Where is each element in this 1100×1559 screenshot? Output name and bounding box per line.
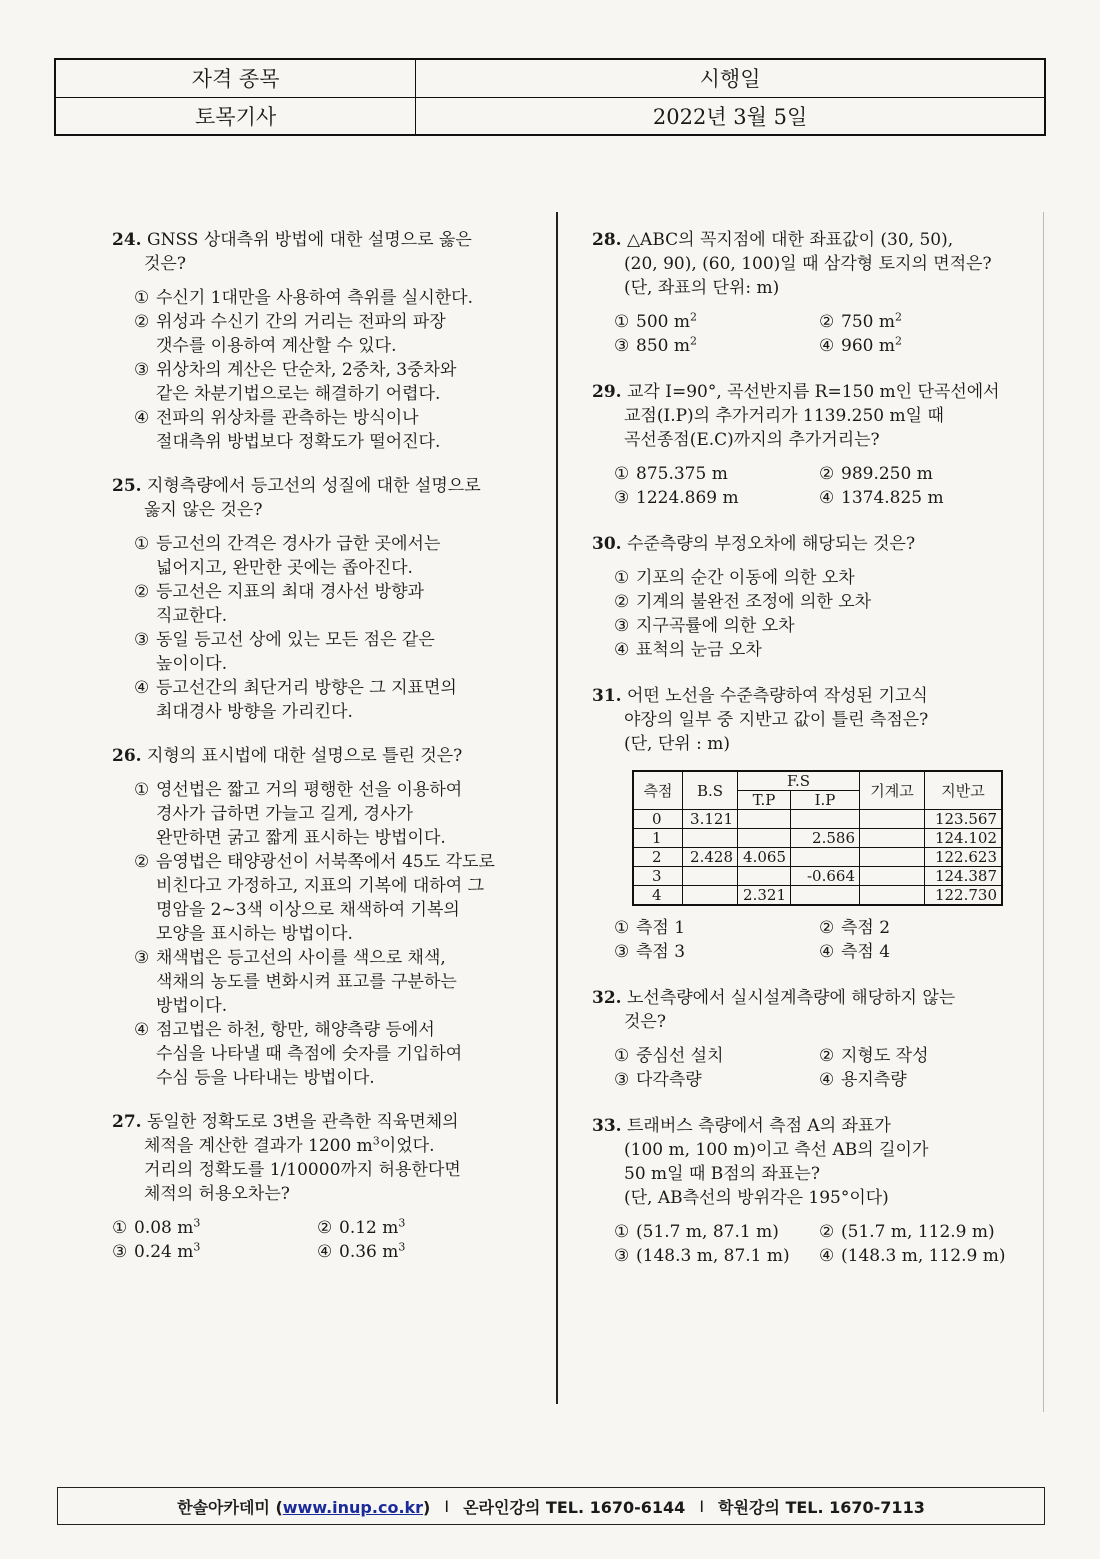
option-text: 위성과 수신기 간의 거리는 전파의 파장 <box>156 312 446 332</box>
table-cell-ih <box>860 848 925 867</box>
option-marker: ① <box>614 1222 630 1242</box>
answer-options <box>614 566 1032 662</box>
table-cell-tp <box>738 810 791 829</box>
option-marker: ③ <box>134 360 150 380</box>
answer-options <box>614 916 1032 964</box>
table-cell-bs: 3.121 <box>683 810 738 829</box>
question-line <box>112 474 542 498</box>
option-marker: ② <box>819 464 835 484</box>
option-1[interactable] <box>134 286 542 310</box>
option-marker: ① <box>614 918 630 938</box>
table-cell-tp: 4.065 <box>738 848 791 867</box>
option-marker: ① <box>614 312 630 332</box>
table-header: I.P <box>791 791 860 810</box>
table-cell-ih <box>860 810 925 829</box>
option-text: 수신기 1대만을 사용하여 측위를 실시한다. <box>156 288 474 308</box>
table-header: 기계고 <box>860 771 925 810</box>
option-text: 989.250 m <box>841 464 933 484</box>
question-27 <box>112 1110 542 1264</box>
option-2[interactable] <box>819 462 1024 486</box>
table-cell-ip: -0.664 <box>791 867 860 886</box>
question-text: GNSS 상대측위 방법에 대한 설명으로 옳은 <box>146 230 472 250</box>
option-4[interactable] <box>317 1240 522 1264</box>
table-cell-pt: 0 <box>633 810 683 829</box>
option-marker: ④ <box>317 1242 333 1262</box>
option-text-continued: 색채의 농도를 변화시켜 표고를 구분하는 <box>156 972 457 992</box>
option-text: 875.375 m <box>636 464 728 484</box>
option-2[interactable] <box>819 310 1024 334</box>
question-text: △ABC의 꼭지점에 대한 좌표값이 (30, 50), <box>626 230 954 250</box>
question-line <box>112 744 542 768</box>
question-number: 30. <box>592 534 622 554</box>
question-text: 교점(I.P)의 추가거리가 1139.250 m일 때 <box>624 406 944 426</box>
table-cell-ih <box>860 886 925 906</box>
option-marker: ④ <box>134 1020 150 1040</box>
question-number: 29. <box>592 382 622 402</box>
option-text-continued: 방법이다. <box>156 996 228 1016</box>
option-marker: ④ <box>819 1070 835 1090</box>
option-marker: ④ <box>134 678 150 698</box>
question-text: 곡선종점(E.C)까지의 추가거리는? <box>624 430 880 450</box>
option-text: 0.12 m <box>339 1218 399 1238</box>
table-cell-ip <box>791 810 860 829</box>
header-value-date: 2022년 3월 5일 <box>416 97 1045 135</box>
question-text: (단, AB측선의 방위각은 195°이다) <box>624 1188 889 1208</box>
answer-options <box>134 532 542 724</box>
option-text: 960 m <box>841 336 895 356</box>
option-marker: ① <box>112 1218 128 1238</box>
option-marker: ④ <box>819 488 835 508</box>
option-text: 지구곡률에 의한 오차 <box>636 616 795 636</box>
option-2[interactable] <box>134 850 542 874</box>
question-25 <box>112 474 542 724</box>
table-header: 지반고 <box>925 771 1003 810</box>
option-text-continued: 절대측위 방법보다 정확도가 떨어진다. <box>156 432 441 452</box>
question-number: 25. <box>112 476 142 496</box>
option-3[interactable] <box>134 628 542 652</box>
table-row <box>633 848 1002 867</box>
table-cell-tp <box>738 829 791 848</box>
question-30 <box>592 532 1032 662</box>
question-text: 옳지 않은 것은? <box>144 500 263 520</box>
option-marker: ① <box>134 288 150 308</box>
footer-bar <box>57 1487 1045 1525</box>
table-cell-gh: 124.102 <box>925 829 1003 848</box>
question-number: 33. <box>592 1116 622 1136</box>
option-text-continued: 직교한다. <box>156 606 228 626</box>
question-text: 트래버스 측량에서 측점 A의 좌표가 <box>626 1116 891 1136</box>
superscript: 2 <box>894 310 902 324</box>
option-text-continued: 높이이다. <box>156 654 228 674</box>
option-3[interactable] <box>614 614 1032 638</box>
option-4[interactable] <box>134 676 542 700</box>
question-text: 수준측량의 부정오차에 해당되는 것은? <box>626 534 916 554</box>
superscript: 2 <box>689 334 697 348</box>
option-text: 등고선간의 최단거리 방향은 그 지표면의 <box>156 678 457 698</box>
option-text: 850 m <box>636 336 690 356</box>
table-cell-gh: 124.387 <box>925 867 1003 886</box>
superscript: 3 <box>398 1240 406 1254</box>
option-text: 중심선 설치 <box>636 1046 724 1066</box>
table-row <box>633 829 1002 848</box>
option-text: 용지측량 <box>841 1070 907 1090</box>
question-29 <box>592 380 1032 510</box>
table-cell-gh: 122.623 <box>925 848 1003 867</box>
footer-separator: I <box>444 1496 450 1516</box>
question-number: 32. <box>592 988 622 1008</box>
option-text-continued: 최대경사 방향을 가리킨다. <box>156 702 353 722</box>
question-text: (단, 단위 : m) <box>624 734 730 754</box>
option-marker: ② <box>819 1222 835 1242</box>
footer-separator: I <box>699 1496 705 1516</box>
option-text: (51.7 m, 112.9 m) <box>841 1222 995 1242</box>
answer-options <box>614 310 1032 358</box>
option-marker: ② <box>317 1218 333 1238</box>
question-number: 24. <box>112 230 142 250</box>
option-text: 측점 2 <box>841 918 891 938</box>
option-marker: ④ <box>819 1246 835 1266</box>
option-1[interactable] <box>614 1220 819 1244</box>
question-number: 31. <box>592 686 622 706</box>
answer-options <box>614 1220 1032 1268</box>
option-text-continued: 완만하면 굵고 짧게 표시하는 방법이다. <box>156 828 446 848</box>
option-3[interactable] <box>614 486 819 510</box>
option-text: 0.08 m <box>134 1218 194 1238</box>
table-header: B.S <box>683 771 738 810</box>
superscript: 3 <box>193 1216 201 1230</box>
option-text-continued: 갯수를 이용하여 계산할 수 있다. <box>156 336 397 356</box>
header-value-subject: 토목기사 <box>55 97 416 135</box>
option-2[interactable] <box>134 310 542 334</box>
table-cell-pt: 4 <box>633 886 683 906</box>
footer-offline-phone: 학원강의 TEL. 1670-7113 <box>718 1497 925 1517</box>
option-marker: ② <box>819 918 835 938</box>
footer-academy <box>177 1495 430 1518</box>
option-1[interactable] <box>134 532 542 556</box>
option-text: (148.3 m, 87.1 m) <box>636 1246 790 1266</box>
option-4[interactable] <box>819 334 1024 358</box>
option-text: 기포의 순간 이동에 의한 오차 <box>636 568 855 588</box>
question-text: (20, 90), (60, 100)일 때 삼각형 토지의 면적은? <box>624 254 992 274</box>
option-text: 전파의 위상차를 관측하는 방식이나 <box>156 408 419 428</box>
superscript: 3 <box>193 1240 201 1254</box>
option-marker: ② <box>819 1046 835 1066</box>
header-label-date: 시행일 <box>416 59 1045 97</box>
answer-options <box>134 286 542 454</box>
table-cell-pt: 2 <box>633 848 683 867</box>
table-row <box>633 867 1002 886</box>
answer-options <box>614 462 1032 510</box>
option-3[interactable] <box>134 946 542 970</box>
option-marker: ① <box>614 1046 630 1066</box>
option-text-continued: 명암을 2~3색 이상으로 채색하여 기복의 <box>156 900 460 920</box>
option-text: 0.36 m <box>339 1242 399 1262</box>
question-text: 노선측량에서 실시설계측량에 해당하지 않는 <box>626 988 956 1008</box>
question-text: (100 m, 100 m)이고 측선 AB의 길이가 <box>624 1140 929 1160</box>
question-text: 체적을 계산한 결과가 1200 m <box>144 1136 373 1156</box>
question-number: 28. <box>592 230 622 250</box>
superscript: 3 <box>398 1216 406 1230</box>
table-cell-gh: 123.567 <box>925 810 1003 829</box>
question-line <box>112 228 542 252</box>
option-3[interactable] <box>614 334 819 358</box>
option-marker: ④ <box>819 942 835 962</box>
option-1[interactable] <box>614 310 819 334</box>
option-4[interactable] <box>819 1244 1024 1268</box>
question-26 <box>112 744 542 1090</box>
question-text: 것은? <box>624 1012 666 1032</box>
option-text-continued: 비친다고 가정하고, 지표의 기복에 대하여 그 <box>156 876 485 896</box>
option-1[interactable] <box>614 916 819 940</box>
question-text: 것은? <box>144 254 186 274</box>
option-3[interactable] <box>112 1240 317 1264</box>
question-text: 50 m일 때 B점의 좌표는? <box>624 1164 820 1184</box>
option-2[interactable] <box>614 590 1032 614</box>
option-4[interactable] <box>134 1018 542 1042</box>
option-marker: ③ <box>614 616 630 636</box>
question-text: 야장의 일부 중 지반고 값이 틀린 측점은? <box>624 710 929 730</box>
option-marker: ④ <box>819 336 835 356</box>
table-cell-ip <box>791 886 860 906</box>
question-text: 거리의 정확도를 1/10000까지 허용한다면 <box>144 1160 461 1180</box>
question-24 <box>112 228 542 454</box>
option-text-continued: 수심을 나타낼 때 측점에 숫자를 기입하여 <box>156 1044 463 1064</box>
option-4[interactable] <box>819 486 1024 510</box>
option-text: 다각측량 <box>636 1070 702 1090</box>
option-text: 지형도 작성 <box>841 1046 929 1066</box>
option-text: 영선법은 짧고 거의 평행한 선을 이용하여 <box>156 780 463 800</box>
exam-info-table <box>54 58 1046 136</box>
question-32 <box>592 986 1032 1092</box>
option-2[interactable] <box>819 1044 1024 1068</box>
answer-options <box>112 1216 542 1264</box>
option-text-continued: 경사가 급하면 가늘고 길게, 경사가 <box>156 804 413 824</box>
table-cell-ih <box>860 829 925 848</box>
option-marker: ② <box>134 312 150 332</box>
option-3[interactable] <box>614 1068 819 1092</box>
option-text: 1224.869 m <box>636 488 739 508</box>
table-row <box>633 886 1002 906</box>
table-cell-bs <box>683 867 738 886</box>
superscript: 2 <box>894 334 902 348</box>
question-text: 지형의 표시법에 대한 설명으로 틀린 것은? <box>146 746 463 766</box>
option-text: 500 m <box>636 312 690 332</box>
option-text: 기계의 불완전 조정에 의한 오차 <box>636 592 872 612</box>
option-text: 750 m <box>841 312 895 332</box>
question-text: 동일한 정확도로 3변을 관측한 직육면체의 <box>146 1112 459 1132</box>
header-label-subject: 자격 종목 <box>55 59 416 97</box>
option-4[interactable] <box>614 638 1032 662</box>
option-marker: ③ <box>134 630 150 650</box>
table-cell-ip: 2.586 <box>791 829 860 848</box>
option-2[interactable] <box>317 1216 522 1240</box>
option-marker: ① <box>614 568 630 588</box>
table-header: F.S <box>738 771 860 791</box>
table-cell-bs: 2.428 <box>683 848 738 867</box>
table-header: 측점 <box>633 771 683 810</box>
page-margin-line <box>1043 212 1044 1412</box>
table-cell-bs <box>683 829 738 848</box>
table-cell-ih <box>860 867 925 886</box>
option-marker: ③ <box>614 1070 630 1090</box>
option-2[interactable] <box>819 1220 1024 1244</box>
option-marker: ③ <box>112 1242 128 1262</box>
question-number: 27. <box>112 1112 142 1132</box>
left-question-list <box>112 228 542 1090</box>
question-text: 어떤 노선을 수준측량하여 작성된 기고식 <box>626 686 928 706</box>
option-3[interactable] <box>614 940 819 964</box>
option-marker: ① <box>134 534 150 554</box>
option-marker: ④ <box>614 640 630 660</box>
option-marker: ② <box>819 312 835 332</box>
option-marker: ③ <box>614 336 630 356</box>
option-text: 측점 4 <box>841 942 891 962</box>
option-1[interactable] <box>614 462 819 486</box>
question-number: 26. <box>112 746 142 766</box>
option-text: 채색법은 등고선의 사이를 색으로 채색, <box>156 948 446 968</box>
option-text: 등고선은 지표의 최대 경사선 방향과 <box>156 582 424 602</box>
option-text: 측점 3 <box>636 942 686 962</box>
option-marker: ① <box>614 464 630 484</box>
table-cell-tp <box>738 867 791 886</box>
option-4[interactable] <box>819 1068 1024 1092</box>
option-1[interactable] <box>614 566 1032 590</box>
column-divider <box>556 212 558 1404</box>
question-text: 지형측량에서 등고선의 성질에 대한 설명으로 <box>146 476 481 496</box>
footer-academy-name: 한솔아카데미 ( <box>177 1497 283 1517</box>
option-marker: ② <box>134 582 150 602</box>
question-text: (단, 좌표의 단위: m) <box>624 278 780 298</box>
option-2[interactable] <box>819 916 1024 940</box>
option-3[interactable] <box>134 358 542 382</box>
option-marker: ③ <box>134 948 150 968</box>
question-text: 교각 I=90°, 곡선반지름 R=150 m인 단곡선에서 <box>626 382 1000 402</box>
superscript: 3 <box>372 1134 380 1148</box>
option-text-continued: 수심 등을 나타내는 방법이다. <box>156 1068 375 1088</box>
table-body <box>633 810 1002 906</box>
question-text: 체적의 허용오차는? <box>144 1184 290 1204</box>
right-column <box>592 228 1032 1268</box>
option-1[interactable] <box>614 1044 819 1068</box>
option-marker: ② <box>614 592 630 612</box>
table-header: T.P <box>738 791 791 810</box>
option-marker: ③ <box>614 488 630 508</box>
option-marker: ① <box>134 780 150 800</box>
option-text: 측점 1 <box>636 918 686 938</box>
option-text: (148.3 m, 112.9 m) <box>841 1246 1006 1266</box>
option-1[interactable] <box>134 778 542 802</box>
option-3[interactable] <box>614 1244 819 1268</box>
question-28 <box>592 228 1032 358</box>
option-text: 위상차의 계산은 단순차, 2중차, 3중차와 <box>156 360 457 380</box>
option-text: 점고법은 하천, 항만, 해양측량 등에서 <box>156 1020 435 1040</box>
option-4[interactable] <box>134 406 542 430</box>
option-marker: ② <box>134 852 150 872</box>
option-text: (51.7 m, 87.1 m) <box>636 1222 779 1242</box>
option-1[interactable] <box>112 1216 317 1240</box>
option-marker: ④ <box>134 408 150 428</box>
academy-website-link[interactable]: www.inup.co.kr <box>282 1497 424 1517</box>
question-33 <box>592 1114 1032 1268</box>
question-31 <box>592 684 1032 964</box>
table-cell-ip <box>791 848 860 867</box>
table-cell-pt: 3 <box>633 867 683 886</box>
option-text-continued: 같은 차분기법으로는 해결하기 어렵다. <box>156 384 441 404</box>
table-cell-bs <box>683 886 738 906</box>
option-text: 1374.825 m <box>841 488 944 508</box>
leveling-fieldbook-table <box>632 770 1003 906</box>
superscript: 2 <box>689 310 697 324</box>
option-text-continued: 모양을 표시하는 방법이다. <box>156 924 353 944</box>
table-row <box>633 810 1002 829</box>
option-marker: ③ <box>614 1246 630 1266</box>
question-text: 이었다. <box>379 1136 435 1156</box>
table-cell-gh: 122.730 <box>925 886 1003 906</box>
option-text: 동일 등고선 상에 있는 모든 점은 같은 <box>156 630 435 650</box>
option-marker: ③ <box>614 942 630 962</box>
option-2[interactable] <box>134 580 542 604</box>
table-cell-tp: 2.321 <box>738 886 791 906</box>
left-column <box>112 228 542 1264</box>
option-text: 음영법은 태양광선이 서북쪽에서 45도 각도로 <box>156 852 495 872</box>
option-text: 0.24 m <box>134 1242 194 1262</box>
answer-options <box>614 1044 1032 1092</box>
footer-paren: ) <box>423 1497 431 1517</box>
table-cell-pt: 1 <box>633 829 683 848</box>
option-4[interactable] <box>819 940 1024 964</box>
answer-options <box>134 778 542 1090</box>
footer-online-phone: 온라인강의 TEL. 1670-6144 <box>463 1497 686 1517</box>
option-text-continued: 넓어지고, 완만한 곳에는 좁아진다. <box>156 558 413 578</box>
option-text: 등고선의 간격은 경사가 급한 곳에서는 <box>156 534 441 554</box>
option-text: 표척의 눈금 오차 <box>636 640 762 660</box>
